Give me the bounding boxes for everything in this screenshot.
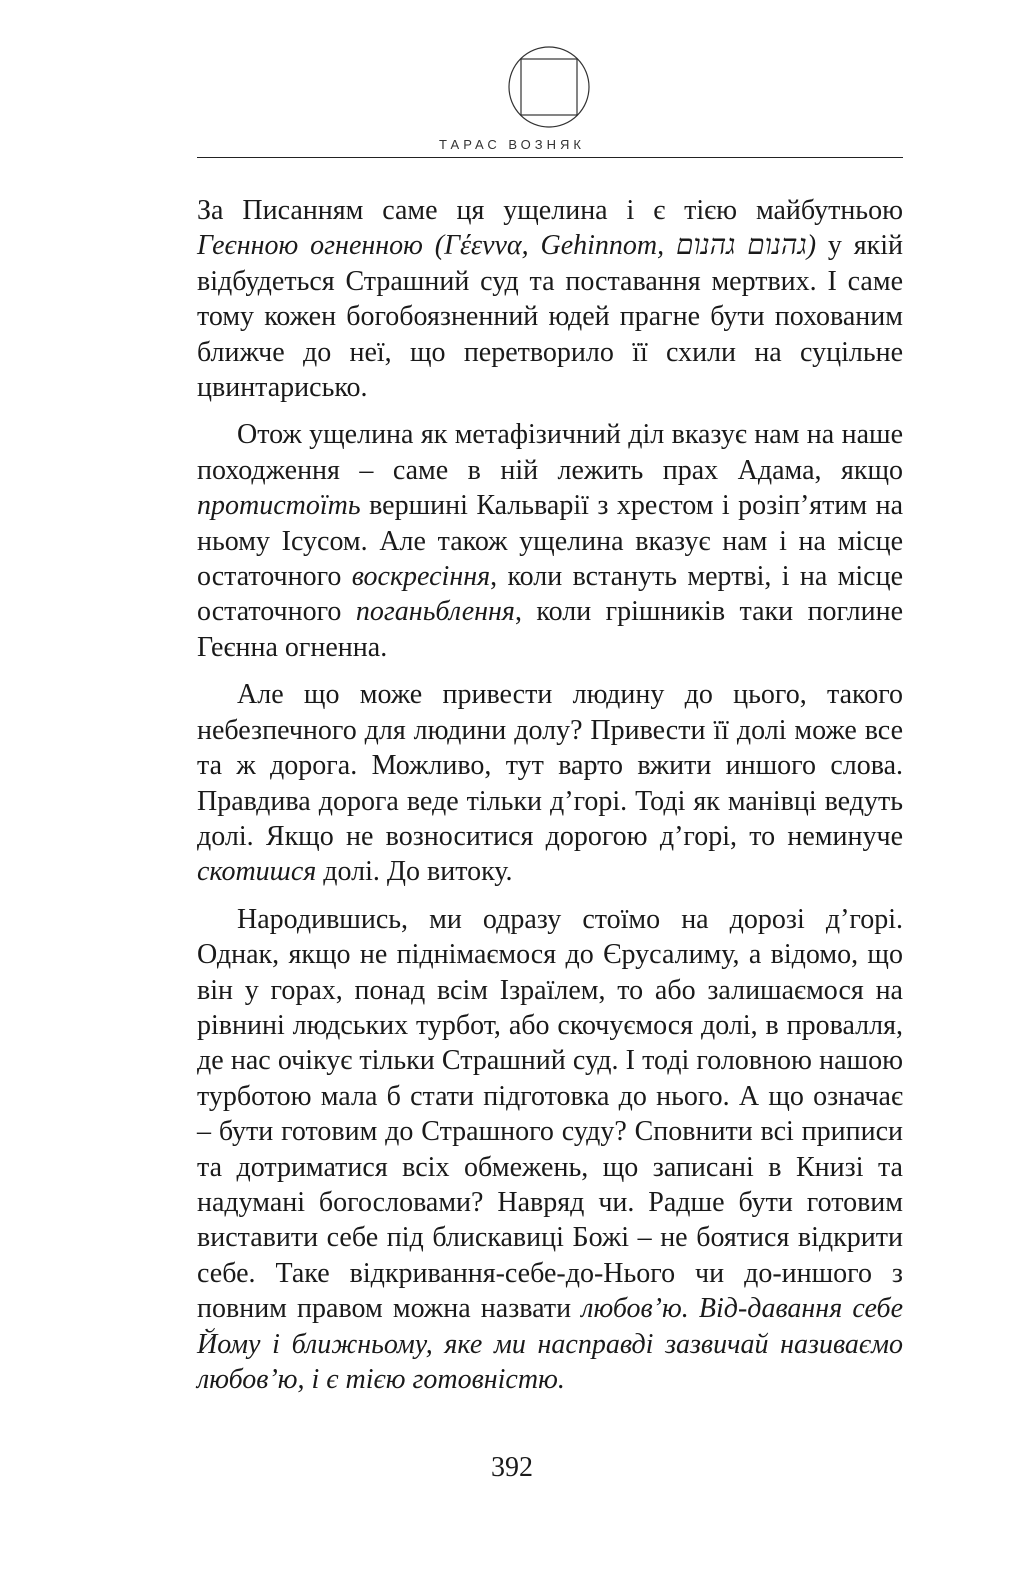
paragraph-text: , коли грішників таки поглине Геєнна огненна. xyxy=(197,596,903,663)
paragraph-3 xyxy=(197,677,903,889)
paragraph-text: вершині Кальварії з хрестом і розіп’ятим на ньому Ісусом. Але також ущелина вказує нам і на місце остаточного xyxy=(197,490,903,593)
italic-text: протистоїть xyxy=(197,490,361,522)
italic-text: поганьблення xyxy=(355,596,515,628)
paragraph-text: За Писанням саме ця ущелина і є тією майбутньою xyxy=(197,195,903,226)
running-head-author: ТАРАС ВОЗНЯК xyxy=(439,137,585,152)
paragraph-4 xyxy=(197,902,903,1398)
italic-text: скотишся xyxy=(197,856,317,888)
paragraph-text: у якій відбудеться Страшний суд та поставання мертвих. І саме тому кожен богобоязненний юдей прагне бути похованим ближче до неї, що перетворило її схили на суцільне цвинтарисько. xyxy=(197,230,904,404)
paragraph-text: Але що може привести людину до цього, такого небезпечного для людини долу? Привести її долі може все та ж дорога. Можливо, тут варто вжити иншого слова. Правдива дорога веде тільки д’горі. Тоді як манівці ведуть долі. Якщо не возноситися дорогою д’горі, то неминуче xyxy=(197,679,903,852)
italic-text: Геєнною огненною (Γέεννα, Gehinnom, גהנום גהנום) xyxy=(197,230,817,262)
paragraph-2 xyxy=(197,417,903,665)
paragraph-text: , коли встануть мертві, і на місце остаточного xyxy=(197,561,903,628)
paragraph-1 xyxy=(197,193,903,405)
paragraph-text: Народившись, ми одразу стоїмо на дорозі д’горі. Однак, якщо не піднімаємося до Єрусалиму, а відомо, що він у горах, понад всім Ізраїлем, то або залишаємося на рівнині людських турбот, або скочуємося долі, в провалля, де нас очікує тільки Страшний суд. І тоді головною нашою турботою мала б стати підготовка до нього. А що означає – бути готовим до Страшного суду? Сповнити всі приписи та дотриматися всіх обмежень, що записані в Книзі та надумані богословами? Навряд чи. Радше бути готовим виставити себе під блискавиці Божі – не боятися відкрити себе. Таке відкривання-себе-до-Нього чи до-иншого з повним правом можна назвати xyxy=(197,903,903,1325)
main-text xyxy=(197,193,903,1397)
header-divider xyxy=(197,157,903,158)
paragraph-text: долі. До витоку. xyxy=(316,856,513,888)
italic-text: воскресіння xyxy=(351,561,491,593)
paragraph-text: Отож ущелина як метафізичний діл вказує нам на наше походження – саме в ній лежить прах Адама, якщо xyxy=(197,419,903,486)
page-number: 392 xyxy=(491,1452,533,1483)
circle-square-logo-icon xyxy=(507,45,591,129)
italic-text: любов’ю. Від-давання себе Йому і ближньому, яке ми насправді зазвичай називаємо любов’ю, і є тією готовністю. xyxy=(197,1293,904,1395)
